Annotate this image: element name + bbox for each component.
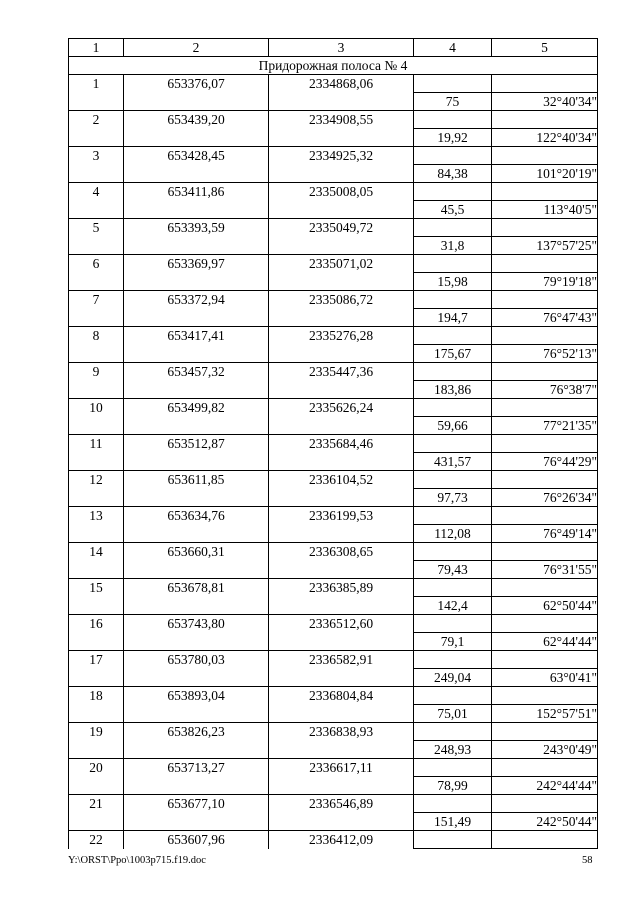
segment-length: 194,7 [414, 309, 492, 327]
point-row [69, 111, 598, 129]
segment-row [69, 129, 598, 147]
point-number-empty [69, 777, 124, 795]
segment-row [69, 705, 598, 723]
point-row [69, 651, 598, 669]
segment-length: 84,38 [414, 165, 492, 183]
point-y: 2334925,32 [269, 147, 414, 165]
point-y: 2336308,65 [269, 543, 414, 561]
point-row [69, 615, 598, 633]
segment-row [69, 453, 598, 471]
point-number: 21 [69, 795, 124, 813]
point-x-empty [124, 165, 269, 183]
point-y: 2334908,55 [269, 111, 414, 129]
point-number-empty [69, 93, 124, 111]
point-y: 2336512,60 [269, 615, 414, 633]
segment-row [69, 813, 598, 831]
segment-length-empty [414, 255, 492, 273]
point-number-empty [69, 453, 124, 471]
segment-angle-empty [492, 795, 598, 813]
segment-angle-empty [492, 147, 598, 165]
segment-angle-empty [492, 111, 598, 129]
point-x: 653369,97 [124, 255, 269, 273]
point-number: 7 [69, 291, 124, 309]
segment-length: 175,67 [414, 345, 492, 363]
point-y-empty [269, 777, 414, 795]
segment-length: 75,01 [414, 705, 492, 723]
segment-length: 97,73 [414, 489, 492, 507]
point-y: 2336104,52 [269, 471, 414, 489]
segment-angle-empty [492, 759, 598, 777]
point-x: 653512,87 [124, 435, 269, 453]
point-y: 2336838,93 [269, 723, 414, 741]
segment-length: 59,66 [414, 417, 492, 435]
point-x: 653826,23 [124, 723, 269, 741]
point-y: 2335684,46 [269, 435, 414, 453]
point-x-empty [124, 813, 269, 831]
segment-length: 79,1 [414, 633, 492, 651]
point-x-empty [124, 93, 269, 111]
segment-row [69, 741, 598, 759]
segment-length-empty [414, 435, 492, 453]
point-y-empty [269, 237, 414, 255]
point-row [69, 579, 598, 597]
point-x-empty [124, 273, 269, 291]
segment-row [69, 273, 598, 291]
page-number: 58 [582, 855, 593, 866]
point-row [69, 399, 598, 417]
point-number-empty [69, 669, 124, 687]
segment-row [69, 525, 598, 543]
point-number-empty [69, 597, 124, 615]
segment-row [69, 633, 598, 651]
segment-row [69, 489, 598, 507]
point-y: 2336412,09 [269, 831, 414, 849]
point-number: 11 [69, 435, 124, 453]
segment-angle: 63°0'41" [492, 669, 598, 687]
point-number-empty [69, 633, 124, 651]
point-number: 1 [69, 75, 124, 93]
segment-row [69, 165, 598, 183]
point-y-empty [269, 345, 414, 363]
point-number: 8 [69, 327, 124, 345]
point-number-empty [69, 561, 124, 579]
segment-angle: 243°0'49" [492, 741, 598, 759]
segment-length-empty [414, 471, 492, 489]
segment-length: 31,8 [414, 237, 492, 255]
point-row [69, 543, 598, 561]
column-header-5: 5 [492, 39, 598, 57]
point-y-empty [269, 633, 414, 651]
point-x: 653411,86 [124, 183, 269, 201]
point-number: 20 [69, 759, 124, 777]
point-x-empty [124, 741, 269, 759]
segment-angle: 76°52'13" [492, 345, 598, 363]
point-number-empty [69, 201, 124, 219]
segment-length-empty [414, 507, 492, 525]
point-y: 2336385,89 [269, 579, 414, 597]
segment-length-empty [414, 687, 492, 705]
point-row [69, 831, 598, 849]
point-y: 2334868,06 [269, 75, 414, 93]
segment-angle-empty [492, 543, 598, 561]
point-x: 653376,07 [124, 75, 269, 93]
point-x-empty [124, 237, 269, 255]
point-number: 19 [69, 723, 124, 741]
segment-row [69, 669, 598, 687]
point-y-empty [269, 201, 414, 219]
segment-angle: 76°49'14" [492, 525, 598, 543]
segment-length-empty [414, 183, 492, 201]
point-number-empty [69, 345, 124, 363]
segment-length-empty [414, 759, 492, 777]
point-x: 653499,82 [124, 399, 269, 417]
point-y-empty [269, 453, 414, 471]
point-x: 653634,76 [124, 507, 269, 525]
point-x-empty [124, 597, 269, 615]
point-number: 12 [69, 471, 124, 489]
column-header-2: 2 [124, 39, 269, 57]
segment-length-empty [414, 795, 492, 813]
segment-length: 248,93 [414, 741, 492, 759]
segment-angle-empty [492, 327, 598, 345]
segment-angle-empty [492, 651, 598, 669]
segment-angle: 242°50'44" [492, 813, 598, 831]
point-number-empty [69, 165, 124, 183]
point-x-empty [124, 489, 269, 507]
segment-row [69, 417, 598, 435]
point-y-empty [269, 561, 414, 579]
point-row [69, 363, 598, 381]
segment-angle-empty [492, 579, 598, 597]
point-x: 653678,81 [124, 579, 269, 597]
segment-length: 15,98 [414, 273, 492, 291]
point-y: 2336546,89 [269, 795, 414, 813]
point-x-empty [124, 705, 269, 723]
segment-length-empty [414, 327, 492, 345]
point-x-empty [124, 129, 269, 147]
point-x-empty [124, 381, 269, 399]
segment-length-empty [414, 615, 492, 633]
point-number-empty [69, 417, 124, 435]
point-number: 6 [69, 255, 124, 273]
point-x: 653677,10 [124, 795, 269, 813]
point-row [69, 147, 598, 165]
point-y: 2336582,91 [269, 651, 414, 669]
point-x-empty [124, 453, 269, 471]
point-y-empty [269, 489, 414, 507]
point-number-empty [69, 741, 124, 759]
point-number-empty [69, 813, 124, 831]
point-row [69, 75, 598, 93]
point-x: 653660,31 [124, 543, 269, 561]
segment-length-empty [414, 147, 492, 165]
point-y-empty [269, 165, 414, 183]
point-y-empty [269, 669, 414, 687]
point-number: 5 [69, 219, 124, 237]
section-row [69, 57, 598, 75]
point-x: 653607,96 [124, 831, 269, 849]
segment-length-empty [414, 219, 492, 237]
point-number-empty [69, 525, 124, 543]
point-number: 18 [69, 687, 124, 705]
point-y: 2335626,24 [269, 399, 414, 417]
point-number: 4 [69, 183, 124, 201]
point-row [69, 795, 598, 813]
segment-angle: 62°44'44" [492, 633, 598, 651]
segment-angle-empty [492, 219, 598, 237]
point-x-empty [124, 561, 269, 579]
segment-angle-empty [492, 75, 598, 93]
segment-length: 112,08 [414, 525, 492, 543]
segment-angle: 137°57'25" [492, 237, 598, 255]
segment-row [69, 381, 598, 399]
segment-length-empty [414, 543, 492, 561]
segment-angle-empty [492, 687, 598, 705]
point-y-empty [269, 273, 414, 291]
segment-row [69, 237, 598, 255]
point-number: 17 [69, 651, 124, 669]
point-row [69, 327, 598, 345]
point-number: 3 [69, 147, 124, 165]
point-y: 2335086,72 [269, 291, 414, 309]
point-x: 653372,94 [124, 291, 269, 309]
segment-row [69, 777, 598, 795]
point-row [69, 219, 598, 237]
point-number: 16 [69, 615, 124, 633]
point-row [69, 507, 598, 525]
segment-angle: 77°21'35" [492, 417, 598, 435]
segment-angle-empty [492, 183, 598, 201]
point-y: 2335447,36 [269, 363, 414, 381]
point-number: 2 [69, 111, 124, 129]
point-row [69, 183, 598, 201]
point-number-empty [69, 489, 124, 507]
segment-length-empty [414, 399, 492, 417]
segment-angle: 76°47'43" [492, 309, 598, 327]
point-row [69, 291, 598, 309]
point-y: 2336199,53 [269, 507, 414, 525]
segment-length: 75 [414, 93, 492, 111]
point-number: 10 [69, 399, 124, 417]
point-x-empty [124, 777, 269, 795]
point-x: 653439,20 [124, 111, 269, 129]
point-number: 14 [69, 543, 124, 561]
segment-row [69, 345, 598, 363]
point-number-empty [69, 273, 124, 291]
segment-length: 142,4 [414, 597, 492, 615]
column-header-4: 4 [414, 39, 492, 57]
point-y-empty [269, 525, 414, 543]
section-title: Придорожная полоса № 4 [69, 57, 598, 75]
point-x-empty [124, 669, 269, 687]
segment-angle: 242°44'44" [492, 777, 598, 795]
segment-angle-empty [492, 507, 598, 525]
point-row [69, 723, 598, 741]
segment-length-empty [414, 723, 492, 741]
point-x-empty [124, 345, 269, 363]
point-x: 653611,85 [124, 471, 269, 489]
segment-angle: 62°50'44" [492, 597, 598, 615]
point-y: 2336804,84 [269, 687, 414, 705]
point-x: 653780,03 [124, 651, 269, 669]
point-row [69, 687, 598, 705]
point-x: 653713,27 [124, 759, 269, 777]
column-header-3: 3 [269, 39, 414, 57]
point-row [69, 255, 598, 273]
segment-length-empty [414, 831, 492, 849]
point-number: 13 [69, 507, 124, 525]
point-number: 15 [69, 579, 124, 597]
segment-length-empty [414, 75, 492, 93]
segment-length: 19,92 [414, 129, 492, 147]
segment-angle-empty [492, 363, 598, 381]
segment-length: 431,57 [414, 453, 492, 471]
segment-length: 183,86 [414, 381, 492, 399]
point-number-empty [69, 705, 124, 723]
segment-angle: 113°40'5" [492, 201, 598, 219]
point-y-empty [269, 417, 414, 435]
point-number-empty [69, 237, 124, 255]
point-y: 2335008,05 [269, 183, 414, 201]
point-y: 2335071,02 [269, 255, 414, 273]
segment-length: 151,49 [414, 813, 492, 831]
segment-row [69, 597, 598, 615]
point-y-empty [269, 813, 414, 831]
footer-file-path: Y:\ORST\Ppo\1003p715.f19.doc [68, 855, 206, 866]
segment-row [69, 201, 598, 219]
segment-angle-empty [492, 399, 598, 417]
segment-row [69, 309, 598, 327]
segment-length-empty [414, 579, 492, 597]
point-x: 653428,45 [124, 147, 269, 165]
point-y: 2336617,11 [269, 759, 414, 777]
segment-angle-empty [492, 291, 598, 309]
segment-length-empty [414, 111, 492, 129]
point-y: 2335276,28 [269, 327, 414, 345]
column-header-1: 1 [69, 39, 124, 57]
point-number-empty [69, 309, 124, 327]
point-x: 653743,80 [124, 615, 269, 633]
point-x: 653893,04 [124, 687, 269, 705]
segment-angle: 101°20'19" [492, 165, 598, 183]
point-x: 653457,32 [124, 363, 269, 381]
segment-length: 79,43 [414, 561, 492, 579]
segment-angle: 76°26'34" [492, 489, 598, 507]
coordinates-table [68, 38, 598, 849]
segment-angle: 76°44'29" [492, 453, 598, 471]
point-x-empty [124, 525, 269, 543]
point-y-empty [269, 705, 414, 723]
segment-row [69, 93, 598, 111]
segment-length: 45,5 [414, 201, 492, 219]
point-x-empty [124, 633, 269, 651]
segment-angle-empty [492, 615, 598, 633]
segment-angle: 76°38'7" [492, 381, 598, 399]
point-x-empty [124, 309, 269, 327]
point-number: 9 [69, 363, 124, 381]
point-y-empty [269, 93, 414, 111]
segment-length: 249,04 [414, 669, 492, 687]
point-row [69, 759, 598, 777]
segment-angle-empty [492, 255, 598, 273]
point-y-empty [269, 597, 414, 615]
point-x-empty [124, 417, 269, 435]
segment-angle: 32°40'34" [492, 93, 598, 111]
segment-row [69, 561, 598, 579]
segment-length-empty [414, 651, 492, 669]
point-y: 2335049,72 [269, 219, 414, 237]
segment-angle: 122°40'34" [492, 129, 598, 147]
point-x: 653417,41 [124, 327, 269, 345]
point-x-empty [124, 201, 269, 219]
point-y-empty [269, 129, 414, 147]
segment-angle: 76°31'55" [492, 561, 598, 579]
segment-angle-empty [492, 471, 598, 489]
segment-length-empty [414, 363, 492, 381]
point-row [69, 435, 598, 453]
point-number-empty [69, 381, 124, 399]
segment-length: 78,99 [414, 777, 492, 795]
point-row [69, 471, 598, 489]
segment-angle-empty [492, 435, 598, 453]
point-y-empty [269, 381, 414, 399]
segment-angle: 79°19'18" [492, 273, 598, 291]
segment-length-empty [414, 291, 492, 309]
point-number-empty [69, 129, 124, 147]
header-row [69, 39, 598, 57]
segment-angle-empty [492, 831, 598, 849]
segment-angle-empty [492, 723, 598, 741]
point-number: 22 [69, 831, 124, 849]
point-y-empty [269, 741, 414, 759]
point-x: 653393,59 [124, 219, 269, 237]
segment-angle: 152°57'51" [492, 705, 598, 723]
point-y-empty [269, 309, 414, 327]
